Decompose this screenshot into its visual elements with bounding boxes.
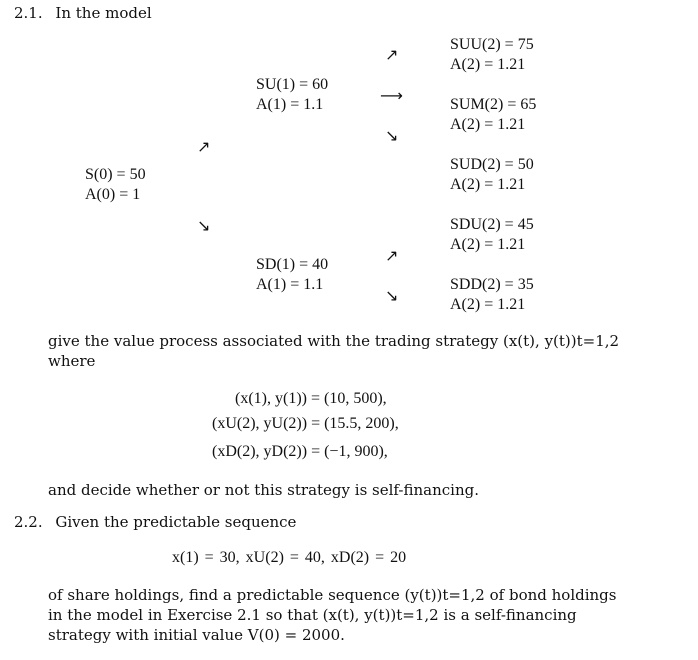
exercise-number: 2.2. — [14, 513, 43, 531]
exercise-intro: In the model — [55, 4, 152, 22]
arrow-up-icon: ↗ — [385, 246, 399, 265]
exercise-2-2-heading — [14, 512, 296, 532]
arrow-up-icon: ↗ — [197, 137, 211, 156]
tree-leaf — [450, 215, 534, 255]
arrow-right-icon: ⟶ — [380, 86, 403, 105]
tree-leaf — [450, 95, 536, 135]
node-bond-price: A(1) = 1.1 — [256, 96, 324, 113]
paragraph-line: in the model in Exercise 2.1 so that (x(t), y(t))t=1,2 is a self-financing — [48, 606, 577, 624]
leaf-stock-price: SDU(2) = 45 — [450, 216, 534, 233]
tree-leaf — [450, 155, 534, 195]
arrow-down-icon: ↘ — [385, 286, 399, 305]
exercise-number: 2.1. — [14, 4, 43, 22]
paragraph-line: of share holdings, find a predictable sequence (y(t))t=1,2 of bond holdings — [48, 586, 617, 604]
leaf-bond-price: A(2) = 1.21 — [450, 236, 526, 253]
tree-node-up — [256, 75, 328, 115]
strategy-equation: (x(1), y(1)) = (10, 500), — [235, 390, 387, 407]
arrow-up-icon: ↗ — [385, 45, 399, 64]
leaf-stock-price: SDD(2) = 35 — [450, 276, 534, 293]
node-bond-price: A(0) = 1 — [85, 186, 141, 203]
node-stock-price: SU(1) = 60 — [256, 76, 329, 93]
paragraph-line: strategy with initial value V(0) = 2000. — [48, 626, 345, 644]
leaf-bond-price: A(2) = 1.21 — [450, 56, 526, 73]
tree-leaf — [450, 275, 534, 315]
leaf-stock-price: SUM(2) = 65 — [450, 96, 537, 113]
tree-leaf — [450, 35, 534, 75]
leaf-bond-price: A(2) = 1.21 — [450, 116, 526, 133]
exercise-intro: Given the predictable sequence — [55, 513, 297, 531]
node-stock-price: S(0) = 50 — [85, 166, 146, 183]
arrow-down-icon: ↘ — [197, 216, 211, 235]
leaf-stock-price: SUU(2) = 75 — [450, 36, 534, 53]
holdings-equation: x(1) = 30, xU(2) = 40, xD(2) = 20 — [172, 549, 407, 566]
arrow-down-icon: ↘ — [385, 126, 399, 145]
paragraph-line: and decide whether or not this strategy is self-financing. — [48, 481, 479, 499]
paragraph-line: where — [48, 352, 96, 370]
strategy-equation: (xU(2), yU(2)) = (15.5, 200), — [212, 415, 399, 432]
strategy-equation: (xD(2), yD(2)) = (−1, 900), — [212, 443, 388, 460]
tree-node-down — [256, 255, 328, 295]
node-stock-price: SD(1) = 40 — [256, 256, 329, 273]
leaf-bond-price: A(2) = 1.21 — [450, 296, 526, 313]
tree-node-root — [85, 165, 146, 205]
leaf-bond-price: A(2) = 1.21 — [450, 176, 526, 193]
paragraph-line: give the value process associated with the trading strategy (x(t), y(t))t=1,2 — [48, 332, 620, 350]
node-bond-price: A(1) = 1.1 — [256, 276, 324, 293]
leaf-stock-price: SUD(2) = 50 — [450, 156, 534, 173]
exercise-2-1-heading — [14, 3, 152, 23]
